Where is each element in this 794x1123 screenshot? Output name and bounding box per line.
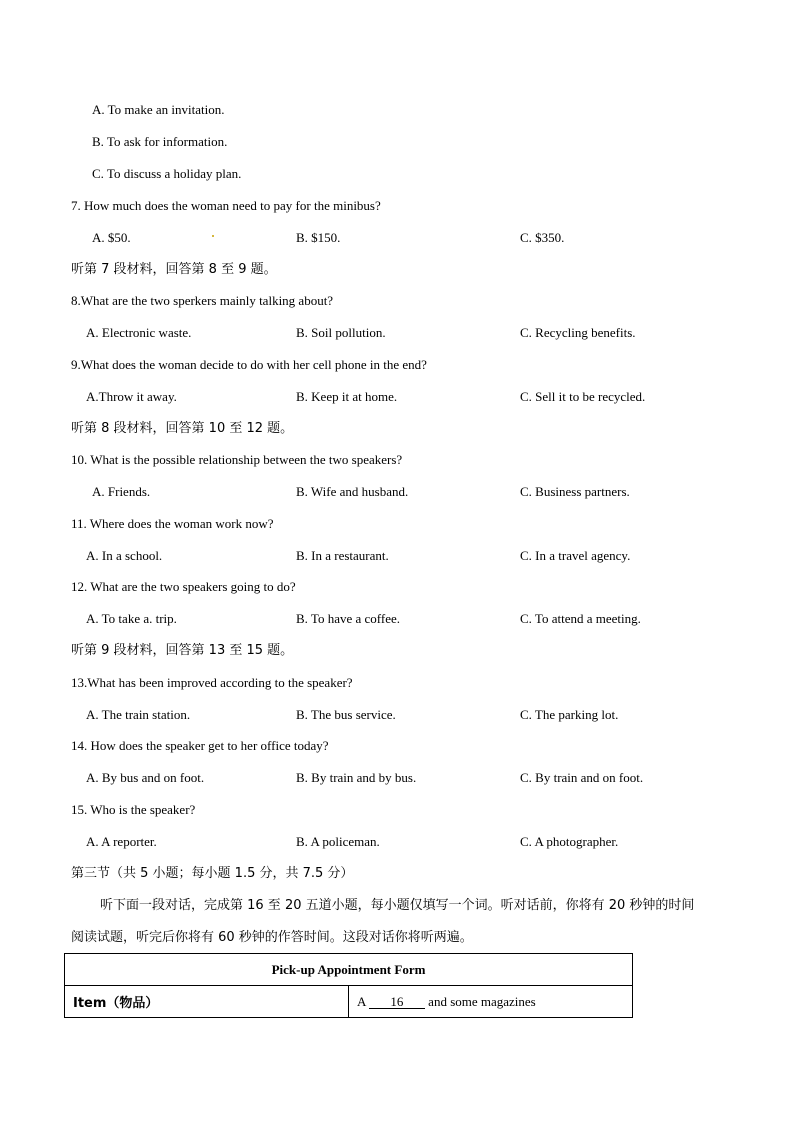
q9-option-a: A.Throw it away. bbox=[86, 389, 177, 404]
q9-text: 9.What does the woman decide to do with her cell phone in the end? bbox=[71, 357, 427, 372]
pickup-appointment-form bbox=[64, 953, 633, 1018]
section-7-heading: 听第 7 段材料，回答第 8 至 9 题。 bbox=[71, 262, 277, 277]
q7-text: 7. How much does the woman need to pay for the minibus? bbox=[71, 198, 381, 213]
q12-option-c: C. To attend a meeting. bbox=[520, 611, 641, 626]
q12-option-a: A. To take a. trip. bbox=[86, 611, 177, 626]
part-3-heading: 第三节（共 5 小题；每小题 1.5 分，共 7.5 分） bbox=[71, 866, 354, 881]
part-3-instructions-line-2: 阅读试题，听完后你将有 60 秒钟的作答时间。这段对话你将听两遍。 bbox=[71, 930, 473, 945]
q8-text: 8.What are the two sperkers mainly talking about? bbox=[71, 293, 334, 308]
q14-option-c: C. By train and on foot. bbox=[520, 770, 644, 785]
q14-option-b: B. By train and by bus. bbox=[296, 770, 417, 785]
q8-option-c: C. Recycling benefits. bbox=[520, 325, 636, 340]
q11-option-b: B. In a restaurant. bbox=[296, 548, 389, 563]
answer-blank-16[interactable]: 16 bbox=[369, 995, 425, 1009]
q14-option-a: A. By bus and on foot. bbox=[86, 770, 205, 785]
stray-dot bbox=[212, 235, 214, 237]
q11-option-c: C. In a travel agency. bbox=[520, 548, 631, 563]
q15-option-c: C. A photographer. bbox=[520, 834, 619, 849]
section-9-heading: 听第 9 段材料，回答第 13 至 15 题。 bbox=[71, 643, 294, 658]
q14-text: 14. How does the speaker get to her office today? bbox=[71, 738, 329, 753]
q6-option-b: B. To ask for information. bbox=[92, 134, 228, 149]
q9-option-c: C. Sell it to be recycled. bbox=[520, 389, 646, 404]
q10-option-a: A. Friends. bbox=[92, 484, 151, 499]
form-item-row bbox=[65, 986, 633, 1018]
form-item-value bbox=[349, 986, 633, 1018]
q13-option-b: B. The bus service. bbox=[296, 707, 396, 722]
q15-option-a: A. A reporter. bbox=[86, 834, 157, 849]
form-title-row bbox=[65, 954, 633, 986]
q13-option-a: A. The train station. bbox=[86, 707, 191, 722]
q10-text: 10. What is the possible relationship between the two speakers? bbox=[71, 452, 403, 467]
form-title: Pick-up Appointment Form bbox=[65, 954, 633, 986]
q15-option-b: B. A policeman. bbox=[296, 834, 380, 849]
q9-option-b: B. Keep it at home. bbox=[296, 389, 398, 404]
q10-option-c: C. Business partners. bbox=[520, 484, 630, 499]
q12-option-b: B. To have a coffee. bbox=[296, 611, 401, 626]
q6-option-a: A. To make an invitation. bbox=[92, 102, 225, 117]
q13-text: 13.What has been improved according to the speaker? bbox=[71, 675, 353, 690]
q11-option-a: A. In a school. bbox=[86, 548, 163, 563]
q12-text: 12. What are the two speakers going to do? bbox=[71, 579, 296, 594]
q15-text: 15. Who is the speaker? bbox=[71, 802, 196, 817]
section-8-heading: 听第 8 段材料，回答第 10 至 12 题。 bbox=[71, 421, 294, 436]
q7-option-a: A. $50. bbox=[92, 230, 131, 245]
q13-option-c: C. The parking lot. bbox=[520, 707, 619, 722]
item-suffix: and some magazines bbox=[428, 993, 536, 1009]
q6-option-c: C. To discuss a holiday plan. bbox=[92, 166, 242, 181]
q7-option-b: B. $150. bbox=[296, 230, 341, 245]
q8-option-b: B. Soil pollution. bbox=[296, 325, 386, 340]
item-prefix: A bbox=[357, 993, 366, 1009]
q10-option-b: B. Wife and husband. bbox=[296, 484, 409, 499]
part-3-instructions-line-1: 听下面一段对话，完成第 16 至 20 五道小题，每小题仅填写一个词。听对话前，你将有 20 秒钟的时间 bbox=[100, 898, 695, 913]
form-item-label: Item（物品） bbox=[65, 986, 349, 1018]
q8-option-a: A. Electronic waste. bbox=[86, 325, 192, 340]
q11-text: 11. Where does the woman work now? bbox=[71, 516, 274, 531]
q7-option-c: C. $350. bbox=[520, 230, 565, 245]
